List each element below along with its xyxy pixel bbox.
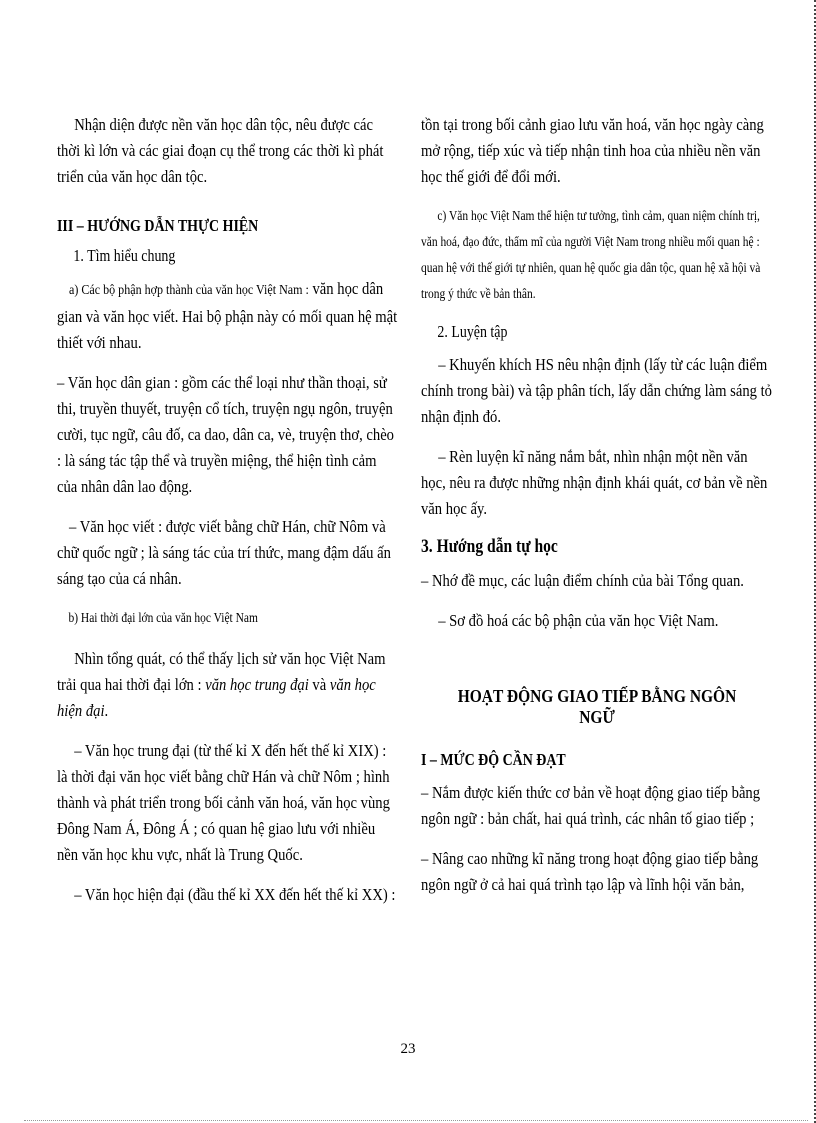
paragraph-luyen-tap-1: – Khuyến khích HS nêu nhận định (lấy từ các luận điểm chính trong bài) và tập phân tích, lấy dẫn chứng làm sáng tỏ nhận định đó. — [421, 355, 773, 426]
paragraph-b-heading: b) Hai thời đại lớn của văn học Việt Nam — [68, 611, 258, 626]
paragraph-muc-do-2: – Nâng cao những kĩ năng trong hoạt động giao tiếp bằng ngôn ngữ ở cả hai quá trình tạo lập và lĩnh hội văn bản, — [421, 849, 759, 894]
left-column — [57, 112, 399, 922]
paragraph-muc-do-1: – Nắm được kiến thức cơ bản về hoạt động giao tiếp bằng ngôn ngữ : bản chất, hai quá trình, các nhân tố giao tiếp ; — [421, 783, 761, 828]
paragraph-tu-hoc-2: – Sơ đồ hoá các bộ phận của văn học Việt Nam. — [438, 611, 719, 630]
right-column — [421, 112, 773, 912]
tong-quat-italic-2: văn học hiện đại — [57, 675, 376, 720]
lesson-title: HOẠT ĐỘNG GIAO TIẾP BẰNG NGÔN NGỮ — [457, 686, 737, 727]
bottom-edge-rule — [24, 1120, 808, 1121]
paragraph-tong-quat — [57, 646, 398, 724]
paragraph-a-rest: văn học dân gian và văn học viết. Hai bộ phận này có mối quan hệ mật thiết với nhau. — [57, 279, 398, 352]
tong-quat-text: Nhìn tổng quát, có thể thấy lịch sử văn học Việt Nam trải qua hai thời đại lớn : — [57, 649, 386, 694]
paragraph-van-hoc-viet: – Văn học viết : được viết bằng chữ Hán, chữ Nôm và chữ quốc ngữ ; là sáng tác của trí thức, mang đậm dấu ấn sáng tạo của cá nhân. — [57, 517, 391, 588]
paragraph-trung-dai: – Văn học trung đại (từ thế kỉ X đến hết thế kỉ XIX) : là thời đại văn học viết bằng chữ Hán và chữ Nôm ; hình thành và phát triển trong bối cảnh văn hoá, văn học vùng Đông Nam Á, Đông Á ; có quan hệ giao lưu với nhiều nền văn học khu vực, nhất là Trung Quốc. — [57, 741, 390, 864]
paragraph-continued: tồn tại trong bối cảnh giao lưu văn hoá, văn học ngày càng mở rộng, tiếp xúc và tiếp nhận tinh hoa của nhiều nền văn học thế giới để đổi mới. — [421, 115, 764, 186]
paragraph-c: c) Văn học Việt Nam thể hiện tư tưởng, tình cảm, quan niệm chính trị, văn hoá, đạo đức, thẩm mĩ của người Việt Nam trong nhiều mối quan hệ : quan hệ với thế giới tự nhiên, quan hệ quốc gia dân tộc, quan hệ xã hội và trong ý thức về bản thân. — [421, 209, 761, 302]
paragraph-luyen-tap-2: – Rèn luyện kĩ năng nắm bắt, nhìn nhận một nền văn học, nêu ra được những nhận định khái quát, cơ bản về nền văn học ấy. — [421, 447, 768, 518]
section-heading-i: I – MỨC ĐỘ CẦN ĐẠT — [421, 750, 566, 769]
intro-paragraph: Nhận diện được nền văn học dân tộc, nêu được các thời kì lớn và các giai đoạn cụ thể trong các thời kì phát triển của văn học dân tộc. — [57, 115, 384, 186]
right-edge-rule — [809, 0, 816, 1123]
subheading-1: 1. Tìm hiểu chung — [73, 246, 176, 265]
paragraph-a — [57, 276, 398, 356]
paragraph-tu-hoc-1: – Nhớ đề mục, các luận điểm chính của bài Tổng quan. — [421, 571, 744, 590]
tong-quat-italic-1: văn học trung đại — [205, 675, 309, 694]
paragraph-a-head: a) Các bộ phận hợp thành của văn học Việt Nam : — [69, 283, 309, 298]
section-heading-iii: III – HƯỚNG DẪN THỰC HIỆN — [57, 216, 259, 235]
subheading-2: 2. Luyện tập — [437, 322, 508, 341]
tong-quat-and: và — [308, 675, 330, 694]
tong-quat-end: . — [104, 701, 109, 720]
subheading-3: 3. Hướng dẫn tự học — [421, 536, 558, 557]
page-number: 23 — [400, 1041, 416, 1057]
paragraph-hien-dai: – Văn học hiện đại (đầu thế kỉ XX đến hết thế kỉ XX) : — [74, 885, 396, 904]
paragraph-dan-gian: – Văn học dân gian : gồm các thể loại như thần thoại, sử thi, truyền thuyết, truyện cổ tích, truyện ngụ ngôn, truyện cười, tục ngữ, câu đố, ca dao, dân ca, vè, truyện thơ, chèo : là sáng tác tập thể và truyền miệng, thể hiện tình cảm của nhân dân lao động. — [57, 373, 394, 496]
